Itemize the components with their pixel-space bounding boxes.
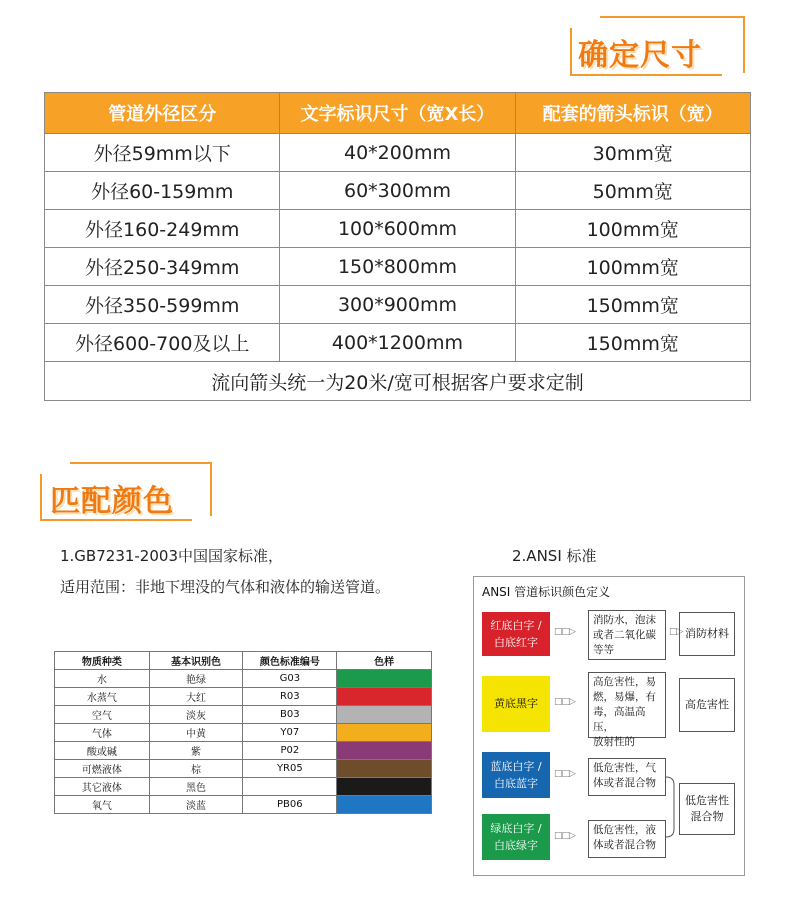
ansi-standard-label: 2.ANSI 标准	[512, 547, 597, 565]
ansi-desc-blue	[588, 758, 666, 796]
cell: 150mm宽	[515, 324, 751, 362]
desc-line: 体或者混合物	[593, 839, 656, 851]
table-row	[55, 742, 432, 760]
table-row	[45, 134, 751, 172]
desc-line: 或者二氧化碳	[593, 629, 656, 641]
substance: 水	[55, 670, 150, 688]
code-line: 绿底白字 /	[490, 822, 542, 835]
base-color: 紫	[149, 742, 243, 760]
ansi-result-fire	[679, 612, 735, 656]
table-row	[45, 248, 751, 286]
desc-line: 燃，易爆，有	[593, 691, 656, 703]
table-row	[45, 286, 751, 324]
color-swatch	[337, 778, 432, 796]
ansi-result-high	[679, 678, 735, 732]
table-row	[55, 796, 432, 814]
substance: 水蒸气	[55, 688, 150, 706]
cell: 150*800mm	[280, 248, 515, 286]
color-swatch	[337, 724, 432, 742]
gb-standard-title: 1.GB7231-2003中国国家标准，	[60, 547, 283, 565]
cell: 150mm宽	[515, 286, 751, 324]
code-line: 蓝底白字 /	[490, 760, 542, 773]
color-code: G03	[243, 670, 337, 688]
header-cell: 基本识别色	[149, 652, 243, 670]
cell: 外径350-599mm	[45, 286, 280, 324]
color-code: YR05	[243, 760, 337, 778]
base-color: 中黄	[149, 724, 243, 742]
section-title-size: 确定尺寸	[578, 38, 702, 73]
color-code: Y07	[243, 724, 337, 742]
code-line: 白底蓝字	[494, 777, 538, 790]
ansi-code-blue	[482, 752, 550, 798]
desc-line: 体或者混合物	[593, 777, 656, 789]
cell: 60*300mm	[280, 172, 515, 210]
base-color: 淡灰	[149, 706, 243, 724]
table-row	[55, 670, 432, 688]
table-row	[55, 724, 432, 742]
ansi-result-low	[679, 783, 735, 835]
cell: 300*900mm	[280, 286, 515, 324]
header-cell: 管道外径区分	[45, 93, 280, 134]
size-table	[44, 92, 751, 401]
ansi-desc-green	[588, 820, 666, 858]
ansi-color-definition	[473, 576, 745, 876]
base-color: 黑色	[149, 778, 243, 796]
substance: 酸或碱	[55, 742, 150, 760]
header-cell: 颜色标准编号	[243, 652, 337, 670]
cell: 外径59mm以下	[45, 134, 280, 172]
cell: 30mm宽	[515, 134, 751, 172]
color-swatch	[337, 760, 432, 778]
desc-line: 等等	[593, 644, 614, 656]
table-row	[45, 324, 751, 362]
color-swatch	[337, 688, 432, 706]
color-code: PB06	[243, 796, 337, 814]
color-code	[243, 778, 337, 796]
arrow-right-icon: □□▷	[554, 769, 575, 779]
cell: 50mm宽	[515, 172, 751, 210]
substance: 气体	[55, 724, 150, 742]
ansi-code-green	[482, 814, 550, 860]
desc-line: 低危害性，气	[593, 762, 656, 774]
code-line: 白底绿字	[494, 839, 538, 852]
section-title-color: 匹配颜色	[50, 484, 174, 519]
cell: 100mm宽	[515, 248, 751, 286]
result-line: 高危害性	[685, 698, 729, 711]
result-line: 低危害性	[685, 794, 729, 807]
desc-line: 消防水，泡沫	[593, 614, 656, 626]
gb-standard-scope: 适用范围：非地下埋没的气体和液体的输送管道。	[60, 578, 391, 596]
color-swatch	[337, 670, 432, 688]
desc-line: 放射性的	[593, 736, 635, 748]
base-color: 棕	[149, 760, 243, 778]
substance: 其它液体	[55, 778, 150, 796]
color-code: R03	[243, 688, 337, 706]
table-row	[55, 778, 432, 796]
cell: 外径250-349mm	[45, 248, 280, 286]
table-row	[55, 688, 432, 706]
color-code: P02	[243, 742, 337, 760]
base-color: 淡蓝	[149, 796, 243, 814]
ansi-title: ANSI 管道标识颜色定义	[482, 585, 611, 599]
cell: 外径600-700及以上	[45, 324, 280, 362]
result-line: 消防材料	[685, 627, 729, 640]
table-row	[45, 172, 751, 210]
table-row	[55, 706, 432, 724]
code-line: 黄底黑字	[494, 697, 538, 710]
color-swatch	[337, 796, 432, 814]
header-cell: 物质种类	[55, 652, 150, 670]
cell: 400*1200mm	[280, 324, 515, 362]
bracket-icon	[666, 773, 680, 841]
section-heading-color	[40, 462, 215, 522]
desc-line: 毒，高温高压，	[593, 706, 646, 733]
arrow-right-icon: □▷	[669, 627, 683, 637]
size-table-footer	[45, 362, 751, 401]
table-row	[45, 210, 751, 248]
color-swatch	[337, 742, 432, 760]
color-code: B03	[243, 706, 337, 724]
code-line: 红底白字 /	[490, 619, 542, 632]
gb-color-table	[54, 651, 432, 814]
substance: 空气	[55, 706, 150, 724]
substance: 可燃液体	[55, 760, 150, 778]
code-line: 白底红字	[494, 636, 538, 649]
header-cell: 配套的箭头标识（宽）	[515, 93, 751, 134]
ansi-code-red	[482, 612, 550, 656]
gb-table-header	[55, 652, 432, 670]
arrow-right-icon: □□▷	[554, 697, 575, 707]
cell: 外径60-159mm	[45, 172, 280, 210]
color-swatch	[337, 706, 432, 724]
header-cell: 色样	[337, 652, 432, 670]
cell: 外径160-249mm	[45, 210, 280, 248]
ansi-desc-red	[588, 610, 666, 660]
size-table-header	[45, 93, 751, 134]
substance: 氧气	[55, 796, 150, 814]
desc-line: 高危害性，易	[593, 676, 656, 688]
arrow-right-icon: □□▷	[554, 627, 575, 637]
table-row	[55, 760, 432, 778]
cell: 100*600mm	[280, 210, 515, 248]
base-color: 大红	[149, 688, 243, 706]
footer-cell: 流向箭头统一为20米/宽可根据客户要求定制	[45, 362, 751, 401]
base-color: 艳绿	[149, 670, 243, 688]
desc-line: 低危害性，液	[593, 824, 656, 836]
cell: 40*200mm	[280, 134, 515, 172]
arrow-right-icon: □□▷	[554, 831, 575, 841]
result-line: 混合物	[690, 810, 724, 823]
ansi-desc-yellow	[588, 672, 666, 748]
cell: 100mm宽	[515, 210, 751, 248]
header-cell: 文字标识尺寸（宽X长）	[280, 93, 515, 134]
section-heading-size	[570, 16, 745, 76]
ansi-code-yellow	[482, 676, 550, 732]
